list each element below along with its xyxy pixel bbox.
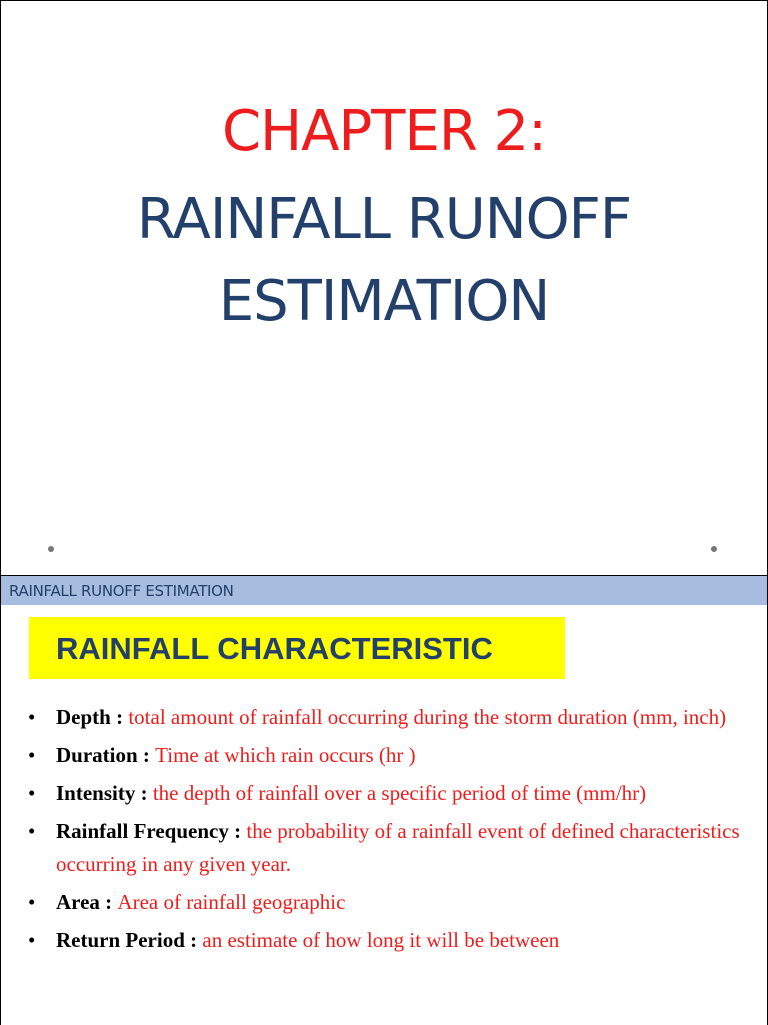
bullet-item <box>1 739 767 772</box>
bullet-item <box>1 924 767 957</box>
decorative-dot-left <box>48 546 54 552</box>
bullet-item <box>1 701 767 734</box>
slide-header-text: RAINFALL RUNOFF ESTIMATION <box>9 582 234 600</box>
section-heading-box <box>29 617 565 679</box>
bullet-item <box>1 777 767 810</box>
bullet-term: Intensity : <box>56 781 153 805</box>
bullet-term: Duration : <box>56 743 156 767</box>
bullet-term: Rainfall Frequency : <box>56 819 247 843</box>
bullet-term: Area : <box>56 890 118 914</box>
bullet-desc: Time at which rain occurs (hr ) <box>155 743 416 767</box>
title-line-2: ESTIMATION <box>218 269 550 334</box>
bullet-term: Depth : <box>56 705 129 729</box>
content-slide <box>0 575 768 1025</box>
bullet-item <box>1 886 767 919</box>
bullet-icon: • <box>28 781 36 805</box>
bullet-desc: total amount of rainfall occurring during the storm duration (mm, inch) <box>128 705 727 729</box>
bullet-desc: the depth of rainfall over a specific period of time (mm/hr) <box>152 781 647 805</box>
bullet-list <box>1 701 767 962</box>
bullet-icon: • <box>28 743 36 767</box>
title-line-1: RAINFALL RUNOFF <box>136 187 632 252</box>
bullet-desc: the probability of a rainfall event of defined characteristics occurring in any given year. <box>56 819 740 876</box>
bullet-icon: • <box>28 890 36 914</box>
section-heading: RAINFALL CHARACTERISTIC <box>56 631 493 666</box>
slide-header-bar <box>1 576 767 605</box>
bullet-icon: • <box>28 705 36 729</box>
bullet-icon: • <box>28 928 36 952</box>
bullet-desc: an estimate of how long it will be between <box>202 928 560 952</box>
bullet-term: Return Period : <box>56 928 203 952</box>
bullet-icon: • <box>28 819 36 843</box>
chapter-label: CHAPTER 2: <box>221 99 547 164</box>
bullet-item <box>1 815 767 881</box>
decorative-dot-right <box>711 546 717 552</box>
bullet-desc: Area of rainfall geographic <box>117 890 346 914</box>
